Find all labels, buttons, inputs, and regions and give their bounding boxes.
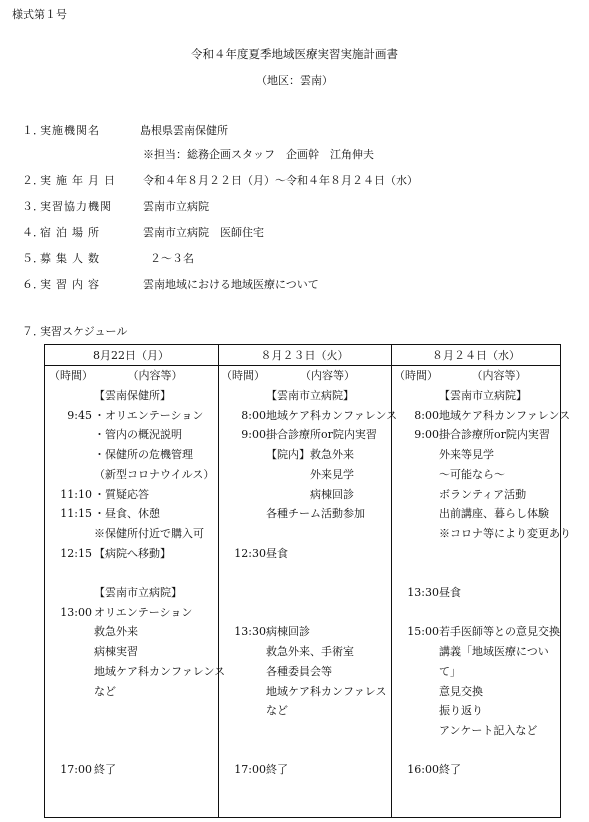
info-value: 島根県雲南保健所 xyxy=(140,124,228,137)
day1-time: 11:10 xyxy=(60,488,92,501)
day3-entry: 〜可能なら〜 xyxy=(439,468,505,481)
day1-entry: ※保健所付近で購入可 xyxy=(94,527,204,540)
day1-entry: オリエンテーション xyxy=(94,606,193,619)
info-value: ※担当：総務企画スタッフ 企画幹 江角伸夫 xyxy=(143,148,374,161)
day2-entry: など xyxy=(266,704,288,717)
day1-end-time: 17:00 xyxy=(60,763,92,776)
info-label: 実習協力機関 xyxy=(40,200,112,213)
day1-time: 11:15 xyxy=(60,507,92,520)
day2-time: 9:00 xyxy=(241,428,266,441)
info-value: 雲南市立病院 xyxy=(143,200,209,213)
day2-time: 8:00 xyxy=(241,409,266,422)
day1-entry: 【雲南市立病院】 xyxy=(94,586,182,599)
day3-entry: 【雲南市立病院】 xyxy=(439,389,527,402)
day2-time: 12:30 xyxy=(234,547,266,560)
row-divider xyxy=(44,365,561,366)
day3-entry: 掛合診療所or院内実習 xyxy=(439,428,550,441)
day1-end-entry: 終了 xyxy=(94,763,116,776)
day3-entry: 出前講座、暮らし体験 xyxy=(439,507,549,520)
day1-entry: 【雲南保健所】 xyxy=(94,389,171,402)
day1-entry: 地域ケア科カンファレンス xyxy=(94,665,226,678)
day2-entry: 病棟回診 xyxy=(266,625,310,638)
day3-entry: て」 xyxy=(439,665,461,678)
day3-entry: 講義「地域医療につい xyxy=(439,645,549,658)
info-number: ５． xyxy=(22,252,44,265)
info-value: ２〜３名 xyxy=(150,252,194,265)
day3-time-header: （時間） xyxy=(394,369,438,382)
day2-time-header: （時間） xyxy=(221,369,265,382)
schedule-heading: 実習スケジュール xyxy=(40,325,128,338)
day2-entry: 各種委員会等 xyxy=(266,665,332,678)
day3-entry: ボランティア活動 xyxy=(439,488,527,501)
day1-time: 13:00 xyxy=(60,606,92,619)
day1-time: 12:15 xyxy=(60,547,92,560)
day1-entry: ・管内の概況説明 xyxy=(94,428,182,441)
day1-entry: ・保健所の危機管理 xyxy=(94,448,193,461)
day1-entry: ・質疑応答 xyxy=(94,488,149,501)
day3-entry: 外来等見学 xyxy=(439,448,494,461)
day3-entry: 昼食 xyxy=(439,586,461,599)
info-number: ６． xyxy=(22,278,44,291)
day2-date: ８月２３日（火） xyxy=(260,349,349,362)
day3-entry: ※コロナ等により変更あり xyxy=(439,527,571,540)
info-label: 実習内容 xyxy=(40,278,104,291)
day1-entry: 【病院へ移動】 xyxy=(94,547,171,560)
day1-entry: （新型コロナウイルス） xyxy=(94,468,215,481)
day2-end-time: 17:00 xyxy=(234,763,266,776)
document-title: 令和４年度夏季地域医療実習実施計画書 xyxy=(191,47,398,61)
day2-entry: 【雲南市立病院】 xyxy=(266,389,354,402)
day2-entry: 各種チーム活動参加 xyxy=(266,507,365,520)
day1-time: 9:45 xyxy=(67,409,92,422)
day1-time-header: （時間） xyxy=(49,369,93,382)
day3-entry: 振り返り xyxy=(439,704,483,717)
day3-date: ８月２４日（水） xyxy=(432,349,520,362)
day3-entry: 意見交換 xyxy=(439,685,483,698)
info-number: ４． xyxy=(22,226,44,239)
day3-time: 15:00 xyxy=(407,625,439,638)
info-label: 募集人数 xyxy=(40,252,104,265)
day2-content-header: （内容等） xyxy=(300,369,355,382)
day2-entry: 掛合診療所or院内実習 xyxy=(266,428,377,441)
day3-entry: 地域ケア科カンファレンス xyxy=(439,409,571,422)
info-number: ３． xyxy=(22,200,44,213)
info-value: 令和４年８月２２日（月）〜令和４年８月２４日（水） xyxy=(143,174,418,187)
day2-entry: 【院内】救急外来 xyxy=(266,448,354,461)
day1-content-header: （内容等） xyxy=(127,369,183,382)
info-value: 雲南市立病院 医師住宅 xyxy=(143,226,264,239)
day3-entry: アンケート記入など xyxy=(439,724,538,737)
day2-entry: 地域ケア科カンファレンス xyxy=(266,409,398,422)
day2-entry: 昼食 xyxy=(266,547,288,560)
day3-time: 9:00 xyxy=(414,428,439,441)
day2-time: 13:30 xyxy=(234,625,266,638)
day1-entry: 病棟実習 xyxy=(94,645,138,658)
info-label: 宿泊場所 xyxy=(40,226,104,239)
day1-date: 8月22日（月） xyxy=(93,349,169,362)
day1-entry: ・オリエンテーション xyxy=(94,409,204,422)
day3-entry: 若手医師等との意見交換 xyxy=(439,625,560,638)
day2-end-entry: 終了 xyxy=(266,763,288,776)
info-number: １． xyxy=(22,124,44,137)
day3-time: 13:30 xyxy=(407,586,439,599)
day2-entry: 病棟回診 xyxy=(266,488,354,501)
day3-end-time: 16:00 xyxy=(407,763,439,776)
day3-content-header: （内容等） xyxy=(471,369,527,382)
day1-entry: など xyxy=(94,685,116,698)
day2-entry: 外来見学 xyxy=(266,468,354,481)
info-label: 実施機関名 xyxy=(40,124,100,137)
info-value: 雲南地域における地域医療について xyxy=(143,278,319,291)
info-label: 実施年月日 xyxy=(40,174,120,187)
info-number: ２． xyxy=(22,174,44,187)
day3-end-entry: 終了 xyxy=(439,763,461,776)
region-label: （地区：雲南） xyxy=(256,74,333,87)
day2-entry: 救急外来、手術室 xyxy=(266,645,354,658)
day3-time: 8:00 xyxy=(414,409,439,422)
day1-entry: 救急外来 xyxy=(94,625,138,638)
day2-entry: 地域ケア科カンファレス xyxy=(266,685,387,698)
schedule-heading-number: ７． xyxy=(22,325,44,338)
day1-entry: ・昼食、休憩 xyxy=(94,507,160,520)
form-number: 様式第１号 xyxy=(12,8,67,21)
